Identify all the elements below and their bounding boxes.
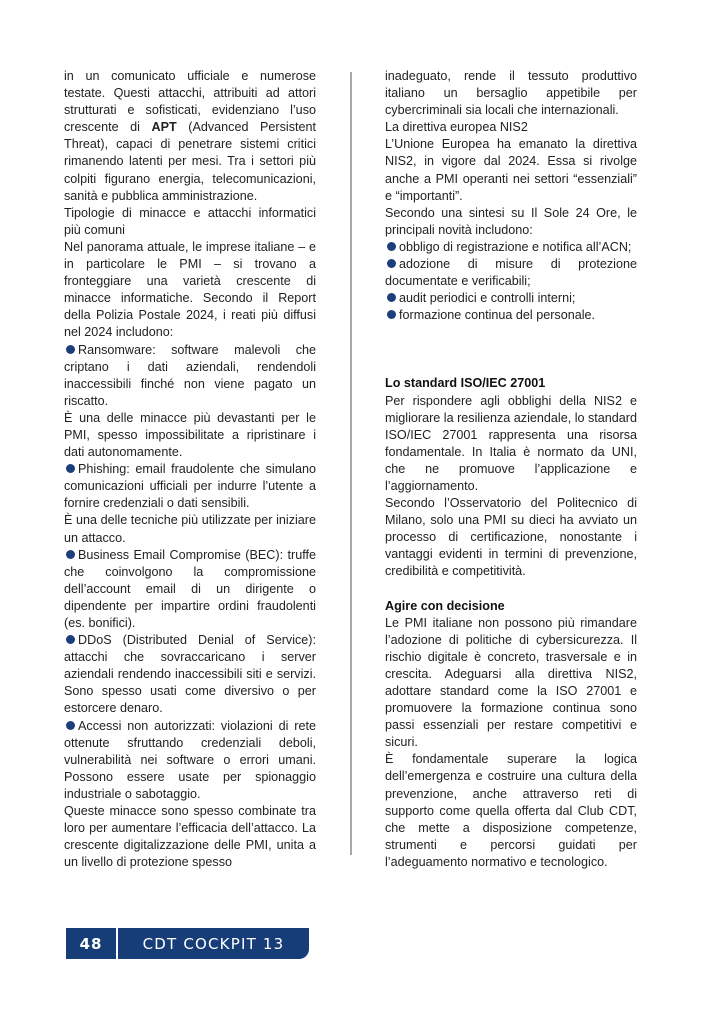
list-item-note: È una delle minacce più devastanti per le PMI, spesso impossibilitate a ripristinare i dati autonomamente. <box>64 410 316 460</box>
paragraph-text: in un comunicato ufficiale e numerose testate. Questi attacchi, attribuiti ad attori strutturati e sofisticati, evidenziano l’uso crescente di <box>64 69 316 135</box>
list-item-phishing <box>64 461 316 512</box>
list-item-unauthorized-access <box>64 718 316 803</box>
page-number: 48 <box>66 928 116 959</box>
bullet-icon <box>387 242 396 251</box>
list-item-nis2 <box>385 256 637 290</box>
page-footer <box>66 928 309 959</box>
iso-paragraph: Per rispondere agli obblighi della NIS2 e migliorare la resilienza aziendale, lo standard ISO/IEC 27001 rappresenta una risorsa fondamentale. In Italia è normato da UNI, che ne promuove l’applicazione e l’aggiornamento. <box>385 393 638 493</box>
spacer <box>385 358 637 375</box>
paragraph-text: (Advanced Persistent Threat), capaci di penetrare sistemi critici rimanendo latenti per mesi. Tra i settori più colpiti figurano energia, telecomunicazioni, sanità e pubblica amministrazione. <box>64 120 317 203</box>
list-item-nis2 <box>385 290 637 307</box>
list-item-text: DDoS (Distributed Denial of Service): attacchi che sovraccaricano i server aziendali rendendo inaccessibili siti e servizi. Sono spesso usati come diversivo o per estorcere denaro. <box>64 633 316 716</box>
list-item-nis2 <box>385 307 637 324</box>
bullet-icon <box>387 259 396 268</box>
list-item-text: Business Email Compromise (BEC): truffe che coinvolgono la compromissione dell’account email di un dirigente o dipendente per impartire ordini fraudolenti (es. bonifici). <box>64 547 316 630</box>
left-column <box>64 68 316 871</box>
list-item-text: Ransomware: software malevoli che criptano i dati aziendali, rendendoli inaccessibili finché non viene pagato un riscatto. <box>64 342 316 408</box>
paragraph-conclusion: Queste minacce sono spesso combinate tra loro per aumentare l’efficacia dell’attacco. La crescente digitalizzazione delle PMI, unita a un livello di protezione spesso <box>64 804 316 870</box>
spacer <box>385 581 637 598</box>
nis2-heading: La direttiva europea NIS2 <box>385 120 528 135</box>
iso-heading: Lo standard ISO/IEC 27001 <box>385 376 546 391</box>
publication-title: CDT COCKPIT 13 <box>118 928 309 959</box>
section-subheading: Tipologie di minacce e attacchi informatici più comuni <box>64 205 316 237</box>
apt-term: APT <box>151 120 177 135</box>
bullet-icon <box>66 721 75 730</box>
iso-paragraph-2: Secondo l’Osservatorio del Politecnico di Milano, solo una PMI su dieci ha avviato un processo di certificazione, nonostante i vantaggi evidenti in termini di prevenzione, credibilità e competitività. <box>385 496 637 579</box>
nis2-paragraph: L’Unione Europea ha emanato la direttiva NIS2, in vigore dal 2024. Essa si rivolge anche a PMI operanti nei settori “essenziali” e “importanti”. <box>385 137 637 203</box>
bullet-icon <box>387 310 396 319</box>
list-item-text: audit periodici e controlli interni; <box>399 291 576 306</box>
act-paragraph: Le PMI italiane non possono più rimandare l’adozione di politiche di cybersicurezza. Il rischio digitale è concreto, trasversale e in crescita. Adeguarsi alla direttiva NIS2, adottare standard come la ISO 27001 e promuovere la formazione continua sono passi essenziali per restare competitivi e sicuri. <box>385 615 637 750</box>
paragraph-threats-intro: Nel panorama attuale, le imprese italiane – e in particolare le PMI – si trovano a fronteggiare una varietà crescente di minacce informatiche. Secondo il Report della Polizia Postale 2024, i reati più diffusi nel 2024 includono: <box>64 239 316 340</box>
act-heading: Agire con decisione <box>385 598 505 613</box>
list-item-text: obbligo di registrazione e notifica all’ACN; <box>399 239 632 254</box>
spacer <box>385 324 637 358</box>
list-item-ddos <box>64 632 316 717</box>
list-item-text: Accessi non autorizzati: violazioni di rete ottenute sfruttando credenziali deboli, vulnerabilità nei software o errori umani. Possono essere usate per spionaggio industriale o sabotaggio. <box>64 718 316 801</box>
list-item-nis2 <box>385 239 637 256</box>
right-column <box>385 68 637 871</box>
list-item-ransomware <box>64 342 316 410</box>
bullet-icon <box>66 550 75 559</box>
bullet-icon <box>66 345 75 354</box>
bullet-icon <box>66 635 75 644</box>
column-divider <box>350 72 352 855</box>
list-item-bec <box>64 547 316 632</box>
list-item-text: Phishing: email fraudolente che simulano comunicazioni ufficiali per indurre l’utente a fornire credenziali o dati sensibili. <box>64 462 316 511</box>
list-item-note: È una delle tecniche più utilizzate per iniziare un attacco. <box>64 513 316 545</box>
bullet-icon <box>387 293 396 302</box>
nis2-summary: Secondo una sintesi su Il Sole 24 Ore, le principali novità includono: <box>385 205 637 237</box>
paragraph-continuation: inadeguato, rende il tessuto produttivo italiano un bersaglio appetibile per cybercriminali sia locali che internazionali. <box>385 69 637 118</box>
paragraph-intro <box>64 68 316 205</box>
list-item-text: formazione continua del personale. <box>399 308 596 323</box>
act-paragraph-2: È fondamentale superare la logica dell’emergenza e costruire una cultura della prevenzione, anche attraverso reti di supporto come quella offerta dal Club CDT, che mette a disposizione competenze, strumenti e percorsi guidati per l’adeguamento normativo e tecnologico. <box>385 752 637 869</box>
list-item-text: adozione di misure di protezione documentate e verificabili; <box>385 257 637 289</box>
bullet-icon <box>66 464 75 473</box>
